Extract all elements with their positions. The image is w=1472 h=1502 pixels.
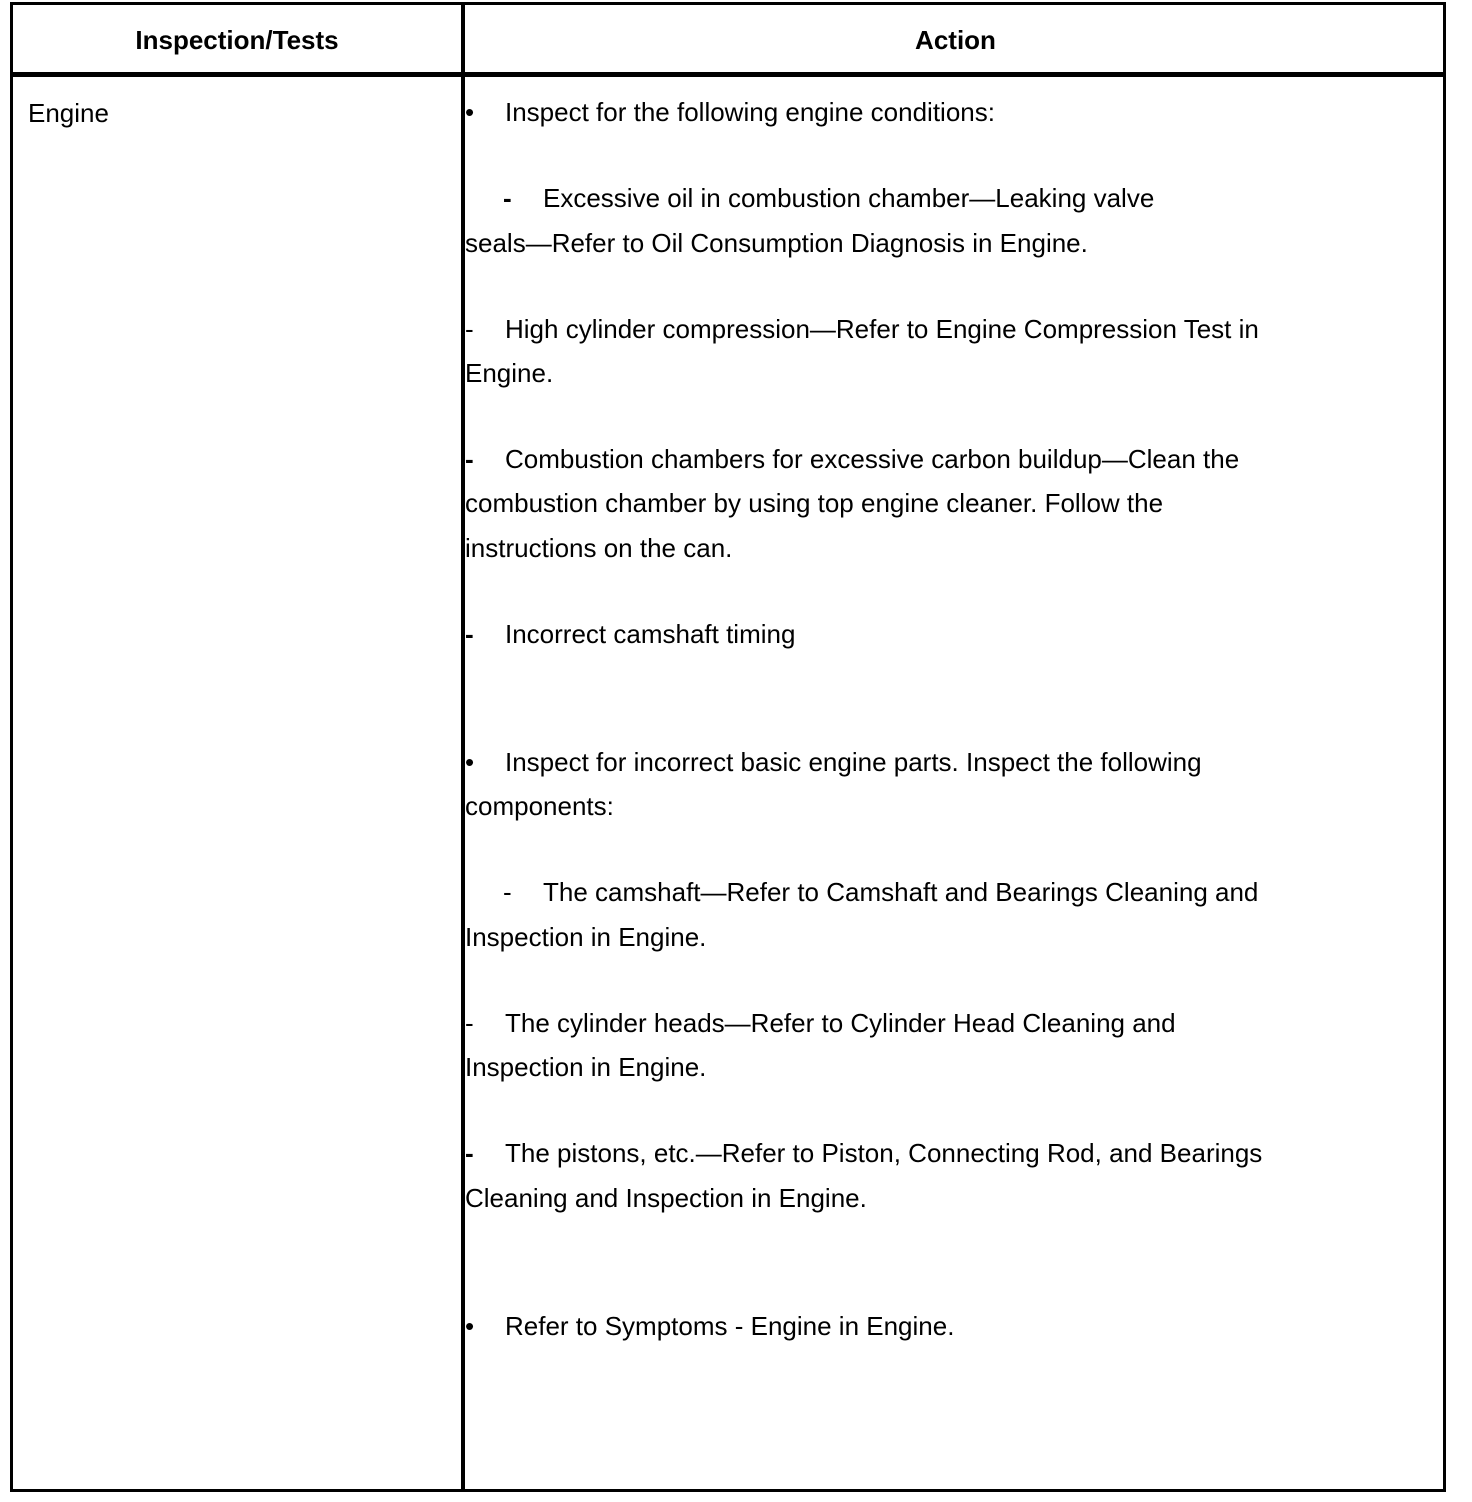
bullet-engine-conditions xyxy=(465,97,1365,127)
subitem-text: Incorrect camshaft timing xyxy=(505,619,796,649)
row-label-engine: Engine xyxy=(28,98,109,128)
header-action: Action xyxy=(915,25,996,55)
subitem-excessive-oil xyxy=(465,183,1365,213)
dash-marker: - xyxy=(503,877,512,907)
subitem-camshaft-timing xyxy=(465,619,1365,649)
subitem-text: The cylinder heads—Refer to Cylinder Head Cleaning and xyxy=(505,1008,1176,1038)
subitem-high-compression xyxy=(465,314,1365,344)
subitem-pistons-cont: Cleaning and Inspection in Engine. xyxy=(465,1183,867,1213)
bullet-refer-symptoms xyxy=(465,1311,1365,1341)
subitem-camshaft xyxy=(465,877,1365,907)
header-inspection-tests: Inspection/Tests xyxy=(135,25,339,55)
dash-marker: - xyxy=(465,314,474,344)
subitem-text: Excessive oil in combustion chamber—Leaking valve xyxy=(543,183,1155,213)
bullet-text: Inspect for incorrect basic engine parts. Inspect the following xyxy=(505,747,1202,777)
subitem-cylinder-heads-cont: Inspection in Engine. xyxy=(465,1052,707,1082)
subitem-carbon-buildup xyxy=(465,444,1365,474)
subitem-carbon-buildup-cont: combustion chamber by using top engine cleaner. Follow the xyxy=(465,488,1164,518)
bullet-marker: • xyxy=(465,97,475,127)
subitem-excessive-oil-cont: seals—Refer to Oil Consumption Diagnosis in Engine. xyxy=(465,228,1088,258)
dash-marker: - xyxy=(465,1008,474,1038)
header-rule xyxy=(13,72,1443,77)
bullet-marker: • xyxy=(465,747,475,777)
bullet-marker: • xyxy=(465,1311,475,1341)
subitem-camshaft-cont: Inspection in Engine. xyxy=(465,922,707,952)
bullet-text: Refer to Symptoms - Engine in Engine. xyxy=(505,1311,955,1341)
subitem-carbon-buildup-cont2: instructions on the can. xyxy=(465,533,733,563)
bullet-incorrect-parts-cont: components: xyxy=(465,791,614,821)
subitem-high-compression-cont: Engine. xyxy=(465,358,554,388)
dash-marker: - xyxy=(465,444,474,474)
subitem-text: The camshaft—Refer to Camshaft and Bearings Cleaning and xyxy=(543,877,1259,907)
subitem-text: The pistons, etc.—Refer to Piston, Connecting Rod, and Bearings xyxy=(505,1138,1263,1168)
subitem-text: High cylinder compression—Refer to Engine Compression Test in xyxy=(505,314,1259,344)
subitem-text: Combustion chambers for excessive carbon buildup—Clean the xyxy=(505,444,1240,474)
bullet-incorrect-parts xyxy=(465,747,1365,777)
dash-marker: - xyxy=(465,1138,474,1168)
bullet-text: Inspect for the following engine conditions: xyxy=(505,97,995,127)
subitem-pistons xyxy=(465,1138,1365,1168)
subitem-cylinder-heads xyxy=(465,1008,1365,1038)
dash-marker: - xyxy=(503,183,512,213)
dash-marker: - xyxy=(465,619,474,649)
